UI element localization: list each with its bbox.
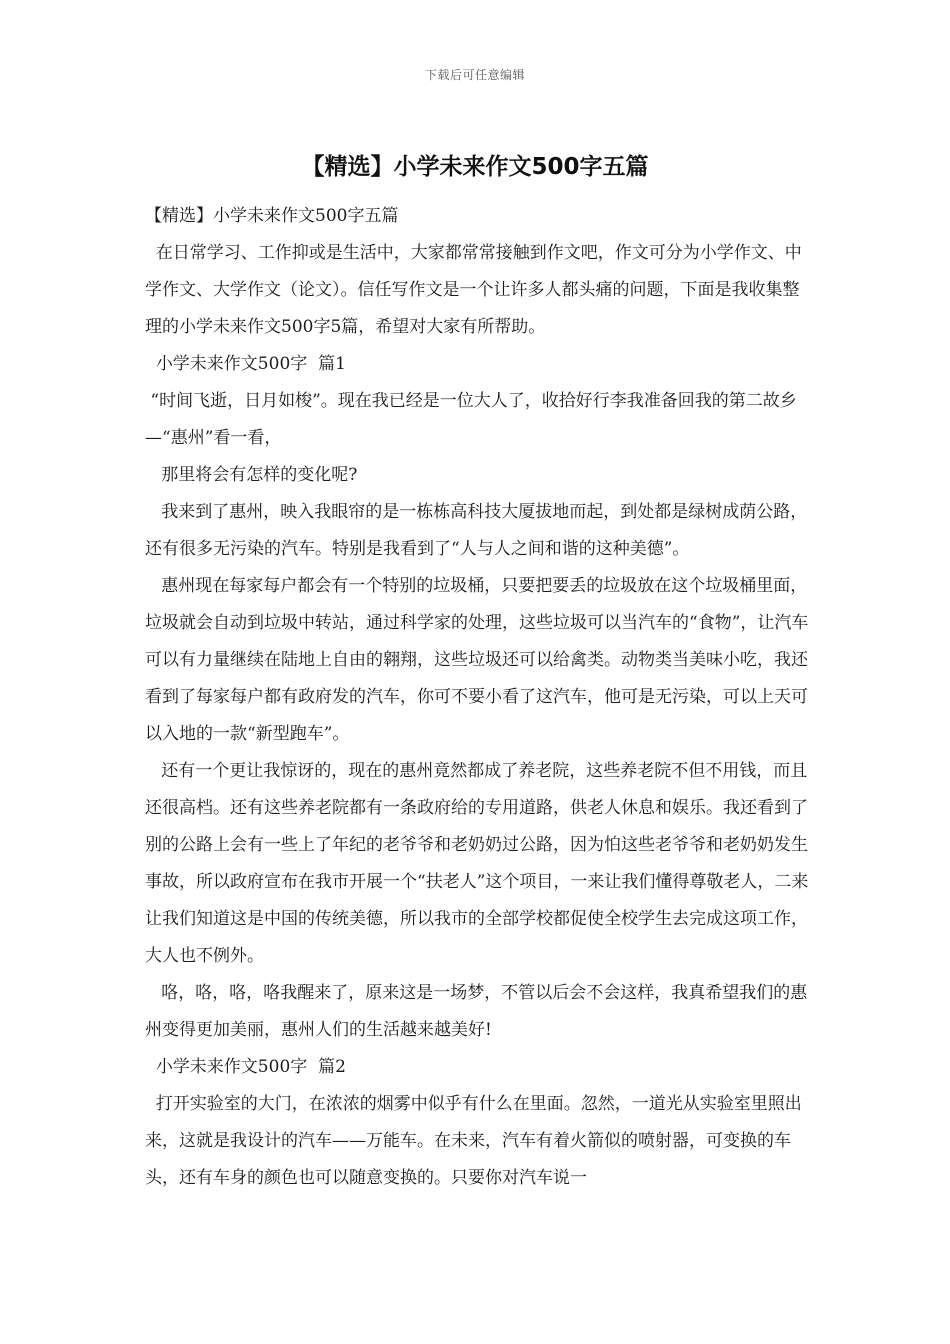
paragraph: 那里将会有怎样的变化呢? <box>145 465 358 485</box>
paragraph: 打开实验室的大门，在浓浓的烟雾中似乎有什么在里面。忽然，一道光从实验室里照出来，这就是我设计的汽车——万能车。在未来，汽车有着火箭似的喷射器，可变换的车头，还有车身的颜色也可以随意变换的。只要你对汽车说一 <box>145 1094 802 1188</box>
section-heading-2: 小学未来作文500字 篇2 <box>145 1057 346 1077</box>
document-body <box>145 198 813 1197</box>
paragraph: 还有一个更让我惊讶的，现在的惠州竟然都成了养老院，这些养老院不但不用钱，而且还很高档。还有这些养老院都有一条政府给的专用道路，供老人休息和娱乐。我还看到了别的公路上会有一些上了年纪的老爷爷和老奶奶过公路，因为怕这些老爷爷和老奶奶发生事故，所以政府宣布在我市开展一个“扶老人”这个项目，一来让我们懂得尊敬老人，二来让我们知道这是中国的传统美德，所以我市的全部学校都促使全校学生去完成这项工作，大人也不例外。 <box>145 761 809 966</box>
header-note: 下载后可任意编辑 <box>424 68 525 82</box>
section-heading-1: 小学未来作文500字 篇1 <box>145 354 346 374</box>
paragraph: “时间飞逝，日月如梭”。现在我已经是一位大人了，收拾好行李我准备回我的第二故乡—“惠州”看一看， <box>145 391 797 448</box>
paragraph: 惠州现在每家每户都会有一个特别的垃圾桶，只要把要丢的垃圾放在这个垃圾桶里面，垃圾就会自动到垃圾中转站，通过科学家的处理，这些垃圾可以当汽车的“食物”，让汽车可以有力量继续在陆地上自由的翱翔，这些垃圾还可以给禽类。动物类当美味小吃，我还看到了每家每户都有政府发的汽车，你可不要小看了这汽车，他可是无污染，可以上天可以入地的一款“新型跑车”。 <box>145 576 809 744</box>
paragraph: 咯，咯，咯，咯我醒来了，原来这是一场梦，不管以后会不会这样，我真希望我们的惠州变得更加美丽，惠州人们的生活越来越美好! <box>145 983 808 1040</box>
paragraph-subtitle: 【精选】小学未来作文500字五篇 <box>145 206 399 226</box>
paragraph: 我来到了惠州，映入我眼帘的是一栋栋高科技大厦拔地而起，到处都是绿树成荫公路，还有很多无污染的汽车。特别是我看到了“人与人之间和谐的这种美德”。 <box>145 502 808 559</box>
document-title: 【精选】小学未来作文500字五篇 <box>301 154 649 180</box>
paragraph-intro: 在日常学习、工作抑或是生活中，大家都常常接触到作文吧，作文可分为小学作文、中学作文、大学作文（论文）。信任写作文是一个让许多人都头痛的问题，下面是我收集整理的小学未来作文500字5篇，希望对大家有所帮助。 <box>145 243 802 337</box>
